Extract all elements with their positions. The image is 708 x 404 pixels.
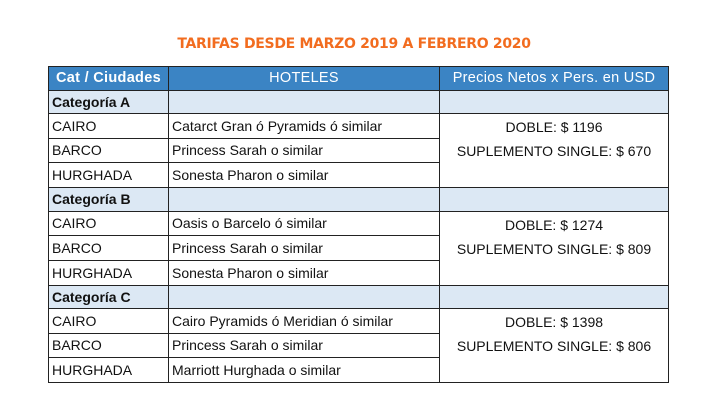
price-double: DOBLE: $ 1196 [505, 119, 603, 135]
table-row [49, 114, 669, 139]
price-cell [440, 211, 669, 285]
hotel-cell: Sonesta Pharon o similar [169, 260, 440, 285]
header-precios: Precios Netos x Pers. en USD [440, 67, 669, 91]
header-hoteles: HOTELES [169, 67, 440, 91]
category-name: Categoría C [49, 285, 169, 309]
price-single: SUPLEMENTO SINGLE: $ 806 [456, 338, 652, 354]
price-single: SUPLEMENTO SINGLE: $ 809 [456, 240, 652, 257]
hotel-cell: Marriott Hurghada o similar [169, 358, 440, 383]
price-single: SUPLEMENTO SINGLE: $ 670 [456, 143, 652, 159]
category-row [49, 285, 669, 309]
hotel-cell: Princess Sarah o similar [169, 138, 440, 163]
category-row [49, 188, 669, 212]
category-row [49, 90, 669, 114]
price-cell [440, 309, 669, 383]
city-cell: CAIRO [49, 211, 169, 236]
category-name: Categoría B [49, 188, 169, 212]
city-cell: HURGHADA [49, 358, 169, 383]
city-cell: HURGHADA [49, 260, 169, 285]
city-cell: BARCO [49, 333, 169, 358]
hotel-cell: Catarct Gran ó Pyramids ó similar [169, 114, 440, 139]
header-row [49, 67, 669, 91]
table-row [49, 309, 669, 334]
hotel-cell: Princess Sarah o similar [169, 333, 440, 358]
hotel-cell: Cairo Pyramids ó Meridian ó similar [169, 309, 440, 334]
page-title: TARIFAS DESDE MARZO 2019 A FEBRERO 2020 [177, 36, 531, 52]
hotel-cell: Sonesta Pharon o similar [169, 163, 440, 188]
price-double: DOBLE: $ 1274 [504, 216, 604, 233]
city-cell: CAIRO [49, 114, 169, 139]
city-cell: CAIRO [49, 309, 169, 334]
category-name: Categoría A [49, 90, 169, 114]
price-double: DOBLE: $ 1398 [504, 314, 604, 330]
header-cat-ciudades: Cat / Ciudades [49, 67, 169, 91]
price-cell [440, 114, 669, 188]
city-cell: BARCO [49, 236, 169, 261]
hotel-cell: Princess Sarah o similar [169, 236, 440, 261]
city-cell: HURGHADA [49, 163, 169, 188]
rates-table [48, 66, 669, 383]
table-row [49, 211, 669, 236]
hotel-cell: Oasis o Barcelo ó similar [169, 211, 440, 236]
city-cell: BARCO [49, 138, 169, 163]
